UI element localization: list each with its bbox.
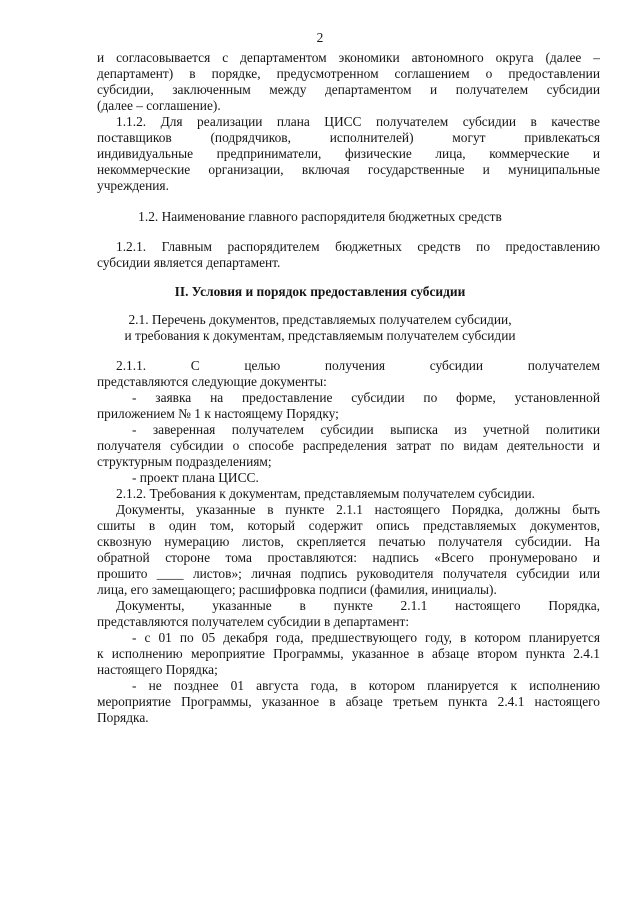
paragraph-line: обратной стороне тома проставляются: надпись «Всего пронумеровано и — [97, 550, 600, 565]
paragraph-line: департамент) в порядке, предусмотренном соглашением о предоставлении — [97, 66, 600, 81]
paragraph-line: некоммерческие организации, включая государственные и муниципальные — [97, 162, 600, 177]
paragraph-line: к исполнению мероприятие Программы, указанное в абзаце втором пункта 2.4.1 — [97, 646, 600, 661]
paragraph-line: 2.1.2. Требования к документам, представляемым получателем субсидии. — [116, 486, 536, 501]
paragraph-line: приложением № 1 к настоящему Порядку; — [97, 406, 339, 421]
paragraph-line: учреждения. — [97, 178, 169, 193]
subsection-heading: 1.2. Наименование главного распорядителя бюджетных средств — [138, 209, 502, 224]
list-item: - с 01 по 05 декабря года, предшествующего году, в котором планируется — [132, 630, 600, 645]
paragraph-line: 1.1.2. Для реализации плана ЦИСС получателем субсидии в качестве — [116, 114, 600, 129]
paragraph-line: (далее – соглашение). — [97, 98, 221, 113]
paragraph-line: представляются получателем субсидии в департамент: — [97, 614, 410, 629]
paragraph-line: Порядка. — [97, 710, 149, 725]
subsection-heading: и требования к документам, представляемым получателем субсидии — [124, 328, 516, 343]
paragraph-line: сшиты в один том, который содержит опись представляемых документов, — [97, 518, 600, 533]
page-number: 2 — [316, 30, 324, 45]
section-title: II. Условия и порядок предоставления субсидии — [174, 284, 466, 299]
paragraph-line: 2.1.1. С целью получения субсидии получателем — [116, 358, 600, 373]
paragraph-line: и согласовывается с департаментом экономики автономного округа (далее – — [97, 50, 600, 65]
paragraph-line: Документы, указанные в пункте 2.1.1 настоящего Порядка, — [116, 598, 600, 613]
paragraph-line: 1.2.1. Главным распорядителем бюджетных средств по предоставлению — [116, 239, 600, 254]
paragraph-line: настоящего Порядка; — [97, 662, 218, 677]
paragraph-line: Документы, указанные в пункте 2.1.1 настоящего Порядка, должны быть — [116, 502, 600, 517]
paragraph-line: лица, его замещающего; расшифровка подписи (фамилия, инициалы). — [97, 582, 497, 597]
paragraph-line: прошито ____ листов»; личная подпись руководителя получателя субсидии или — [97, 566, 600, 581]
paragraph-line: представляются следующие документы: — [97, 374, 327, 389]
paragraph-line: индивидуальные предприниматели, физические лица, коммерческие и — [97, 146, 600, 161]
paragraph-line: получателя субсидии о способе распределения затрат по видам деятельности и — [97, 438, 600, 453]
paragraph-line: сквозную нумерацию листов, скрепляется печатью получателя субсидии. На — [97, 534, 600, 549]
paragraph-line: структурным подразделениям; — [97, 454, 272, 469]
list-item: - заверенная получателем субсидии выписка из учетной политики — [132, 422, 600, 437]
paragraph-line: поставщиков (подрядчиков, исполнителей) могут привлекаться — [97, 130, 600, 145]
paragraph-line: мероприятие Программы, указанное в абзаце третьем пункта 2.4.1 настоящего — [97, 694, 600, 709]
paragraph-line: субсидии, заключенным между департаментом и получателем субсидии — [97, 82, 600, 97]
list-item: - не позднее 01 августа года, в котором планируется к исполнению — [132, 678, 600, 693]
list-item: - проект плана ЦИСС. — [132, 470, 259, 485]
list-item: - заявка на предоставление субсидии по форме, установленной — [132, 390, 600, 405]
paragraph-line: субсидии является департамент. — [97, 255, 281, 270]
subsection-heading: 2.1. Перечень документов, представляемых получателем субсидии, — [128, 312, 512, 327]
